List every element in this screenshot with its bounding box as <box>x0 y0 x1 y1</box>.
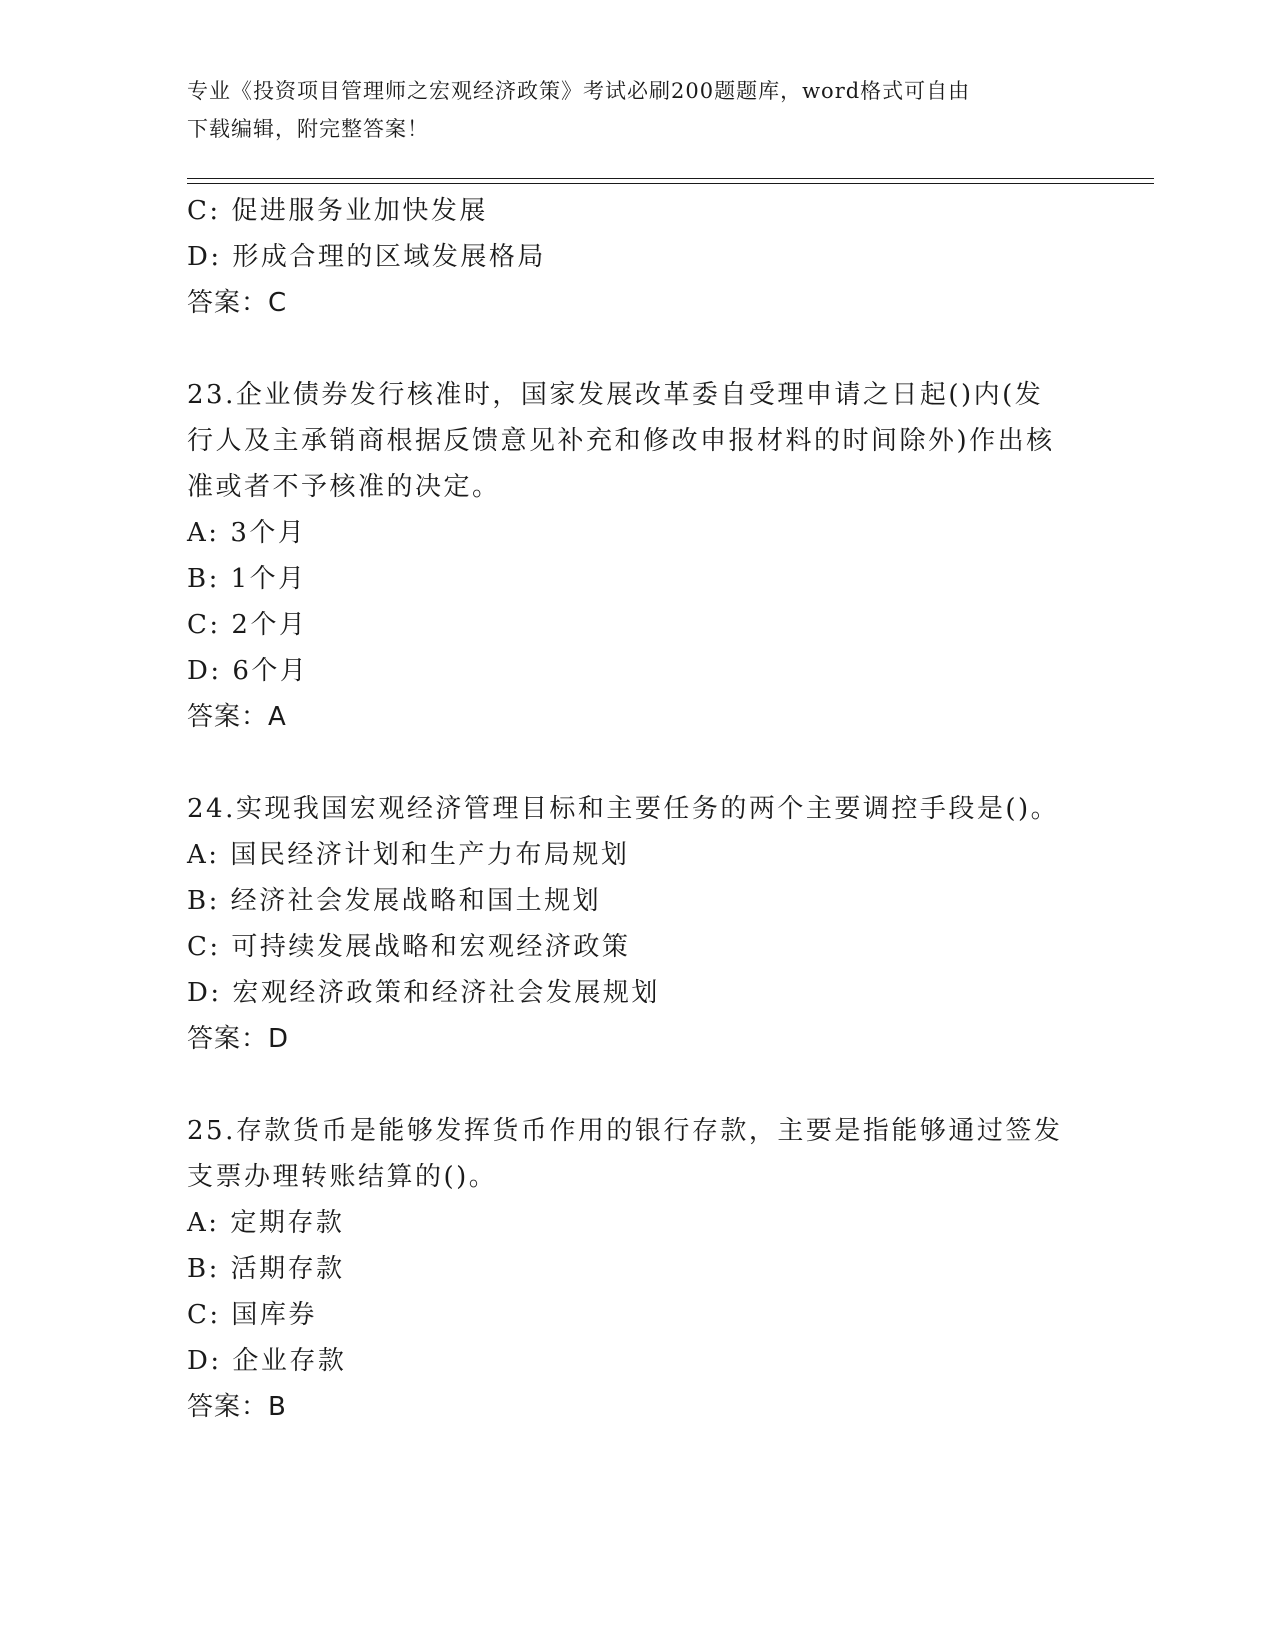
question-24 <box>187 786 1087 1062</box>
option-label: D: <box>187 656 222 686</box>
option-label: B: <box>187 1254 220 1284</box>
option-text: 形成合理的区域发展格局 <box>232 242 546 272</box>
spacer <box>187 740 1087 786</box>
answer-line: 答案：B <box>187 1392 287 1422</box>
stem-line: 25.存款货币是能够发挥货币作用的银行存款，主要是指能够通过签发 <box>187 1116 1063 1146</box>
question-list <box>187 188 1087 1430</box>
option-label: D: <box>187 242 222 272</box>
option-label: C: <box>187 1300 221 1330</box>
stem-line: 24.实现我国宏观经济管理目标和主要任务的两个主要调控手段是()。 <box>187 794 1060 824</box>
header-divider-top <box>187 178 1154 179</box>
option-text: 促进服务业加快发展 <box>231 196 488 226</box>
option-c <box>187 602 1087 648</box>
option-b <box>187 878 1087 924</box>
answer-line: 答案：A <box>187 702 287 732</box>
option-label: B: <box>187 564 220 594</box>
option-label: D: <box>187 978 222 1008</box>
option-label: A: <box>187 840 220 870</box>
option-text: 3个月 <box>230 518 307 548</box>
option-text: 宏观经济政策和经济社会发展规划 <box>232 978 660 1008</box>
option-text: 1个月 <box>230 564 307 594</box>
option-label: D: <box>187 1346 222 1376</box>
option-text: 活期存款 <box>230 1254 345 1284</box>
question-stem <box>187 372 1087 510</box>
option-c <box>187 1292 1087 1338</box>
question-stem <box>187 1108 1087 1200</box>
question-stem <box>187 786 1087 832</box>
option-d <box>187 234 1087 280</box>
option-label: C: <box>187 932 221 962</box>
option-text: 6个月 <box>232 656 309 686</box>
option-text: 可持续发展战略和宏观经济政策 <box>231 932 631 962</box>
stem-line: 支票办理转账结算的()。 <box>187 1162 498 1192</box>
option-text: 国民经济计划和生产力布局规划 <box>230 840 630 870</box>
option-text: 企业存款 <box>232 1346 347 1376</box>
option-text: 经济社会发展战略和国土规划 <box>230 886 602 916</box>
option-d <box>187 1338 1087 1384</box>
stem-line: 23.企业债券发行核准时，国家发展改革委自受理申请之日起()内(发 <box>187 380 1044 410</box>
question-23 <box>187 372 1087 740</box>
option-c <box>187 188 1087 234</box>
option-text: 国库券 <box>231 1300 317 1330</box>
option-label: A: <box>187 1208 220 1238</box>
spacer <box>187 326 1087 372</box>
header-line-2: 下载编辑，附完整答案！ <box>187 117 429 141</box>
option-label: C: <box>187 196 221 226</box>
option-text: 定期存款 <box>230 1208 345 1238</box>
option-label: B: <box>187 886 220 916</box>
stem-line: 准或者不予核准的决定。 <box>187 472 501 502</box>
option-d <box>187 970 1087 1016</box>
answer-line: 答案：C <box>187 288 288 318</box>
document-header <box>187 72 1067 148</box>
option-b <box>187 1246 1087 1292</box>
option-a <box>187 832 1087 878</box>
answer-line: 答案：D <box>187 1024 290 1054</box>
option-b <box>187 556 1087 602</box>
stem-line: 行人及主承销商根据反馈意见补充和修改申报材料的时间除外)作出核 <box>187 426 1055 456</box>
option-c <box>187 924 1087 970</box>
spacer <box>187 1062 1087 1108</box>
header-line-1: 专业《投资项目管理师之宏观经济政策》考试必刷200题题库，word格式可自由 <box>187 79 971 103</box>
option-label: A: <box>187 518 220 548</box>
option-a <box>187 510 1087 556</box>
question-22-continued <box>187 188 1087 326</box>
option-d <box>187 648 1087 694</box>
header-divider-bottom <box>187 183 1154 184</box>
option-label: C: <box>187 610 221 640</box>
option-a <box>187 1200 1087 1246</box>
option-text: 2个月 <box>231 610 308 640</box>
question-25 <box>187 1108 1087 1430</box>
